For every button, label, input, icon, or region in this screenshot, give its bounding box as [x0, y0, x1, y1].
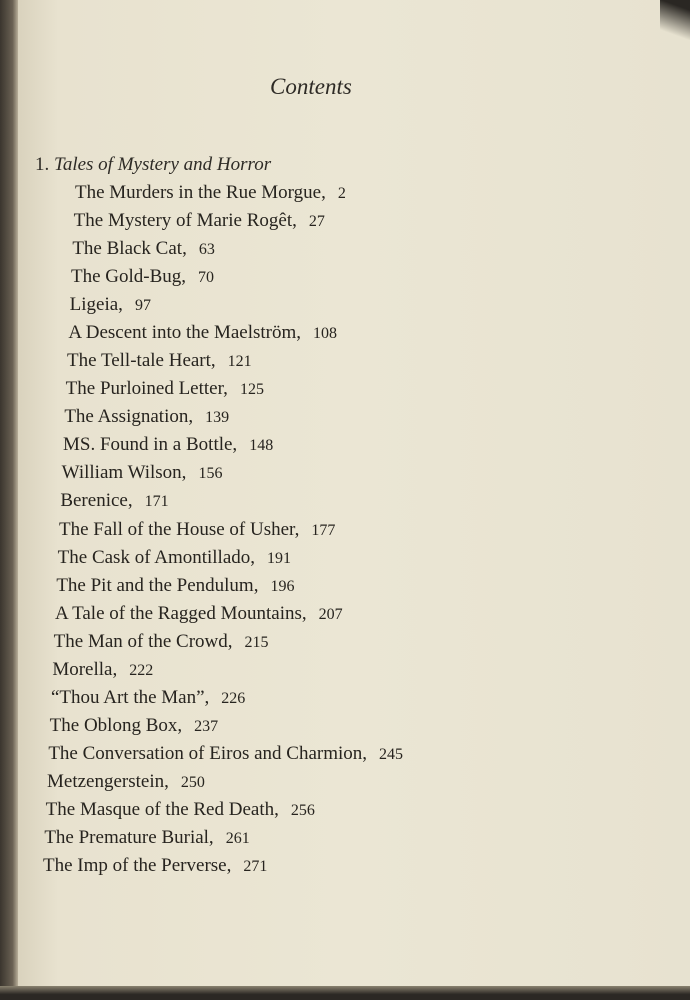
contents-entry [52, 659, 153, 681]
contents-entry [71, 266, 214, 288]
entry-title: The Fall of the House of Usher, [59, 518, 300, 540]
entry-title: The Gold-Bug, [71, 266, 187, 288]
entry-page-number: 139 [205, 409, 230, 427]
book-spine-edge [0, 0, 18, 1000]
entry-title: William Wilson, [61, 462, 187, 484]
entry-page-number: 63 [198, 241, 215, 259]
page-corner-shadow [660, 0, 690, 40]
contents-entry [55, 603, 343, 625]
entry-title: The Purloined Letter, [65, 378, 228, 400]
entry-page-number: 271 [243, 858, 268, 875]
entry-title: The Masque of the Red Death, [45, 798, 279, 820]
entry-title: The Tell-tale Heart, [67, 350, 216, 372]
contents-entry [66, 378, 264, 400]
entry-page-number: 2 [337, 185, 346, 202]
entry-title: “Thou Art the Man”, [51, 686, 210, 708]
entry-page-number: 148 [249, 437, 274, 455]
entry-page-number: 177 [311, 521, 336, 539]
section-heading [35, 154, 271, 176]
contents-entry [43, 855, 267, 877]
entry-title: The Imp of the Perverse, [43, 855, 232, 876]
entry-title: The Black Cat, [72, 238, 187, 260]
entry-title: The Pit and the Pendulum, [56, 574, 259, 596]
entry-title: Metzengerstein, [47, 770, 169, 792]
contents-entry [74, 210, 325, 232]
entry-page-number: 261 [225, 829, 250, 847]
contents-entry [60, 490, 168, 512]
entry-page-number: 226 [221, 689, 246, 707]
entry-page-number: 196 [270, 577, 295, 595]
entry-page-number: 207 [318, 605, 343, 623]
contents-entry [75, 182, 346, 204]
entry-title: The Assignation, [64, 406, 194, 428]
contents-entry [68, 322, 337, 344]
contents-entry [54, 631, 269, 653]
entry-title: The Oblong Box, [49, 714, 183, 736]
contents-entry [72, 238, 215, 260]
contents-entry [59, 519, 335, 541]
page-title: Contents [270, 74, 352, 99]
entry-page-number: 222 [129, 661, 154, 679]
contents-entry [62, 462, 223, 484]
entry-page-number: 215 [244, 633, 269, 651]
entry-title: The Premature Burial, [44, 826, 214, 848]
entry-title: The Conversation of Eiros and Charmion, [48, 742, 368, 764]
entry-page-number: 108 [313, 325, 338, 343]
contents-entry [70, 294, 151, 316]
entry-page-number: 97 [134, 297, 151, 315]
entry-title: Morella, [52, 658, 118, 680]
entry-page-number: 191 [267, 549, 292, 567]
entry-page-number: 250 [180, 773, 205, 791]
contents-entry [44, 827, 249, 849]
table-surface [0, 986, 690, 1000]
contents-entry [47, 771, 205, 793]
entry-title: A Descent into the Maelström, [68, 322, 302, 344]
entry-page-number: 156 [198, 465, 223, 483]
entry-page-number: 245 [379, 745, 404, 763]
contents-entry [56, 575, 294, 597]
entry-title: Ligeia, [69, 294, 123, 316]
contents-entry [67, 350, 252, 372]
entry-page-number: 256 [290, 801, 315, 819]
entry-title: MS. Found in a Bottle, [63, 434, 238, 456]
entry-title: Berenice, [60, 490, 133, 512]
contents-entry [63, 434, 273, 456]
contents-entry [51, 687, 245, 709]
entry-title: The Murders in the Rue Morgue, [75, 182, 326, 203]
entry-page-number: 27 [308, 213, 325, 231]
section-title: Tales of Mystery and Horror [54, 154, 272, 175]
entry-page-number: 121 [227, 353, 252, 371]
contents-entry [50, 715, 218, 737]
entry-page-number: 125 [239, 381, 264, 399]
contents-entry [48, 743, 403, 765]
entry-title: The Mystery of Marie Rogêt, [73, 210, 297, 232]
entry-page-number: 70 [198, 269, 215, 287]
contents-entry [46, 799, 315, 821]
entry-title: The Man of the Crowd, [53, 630, 233, 652]
section-number: 1. [35, 154, 50, 175]
contents-entry [58, 547, 291, 569]
entry-page-number: 237 [194, 717, 219, 735]
entry-title: The Cask of Amontillado, [57, 546, 256, 568]
entry-title: A Tale of the Ragged Mountains, [55, 602, 307, 624]
contents-entry [64, 406, 229, 428]
entry-page-number: 171 [144, 493, 169, 511]
